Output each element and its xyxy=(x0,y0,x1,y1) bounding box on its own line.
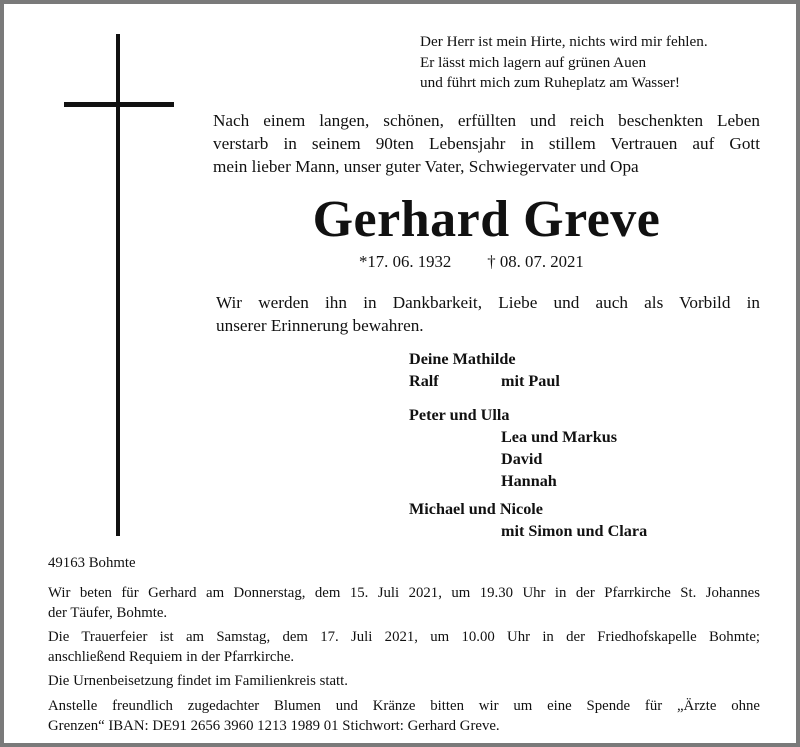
funeral-note xyxy=(48,628,760,667)
note-line: Anstelle freundlich zugedachter Blumen und Kränze bitten wir um eine Spende für „Ärzte ohne xyxy=(48,697,760,714)
service-note xyxy=(48,584,760,623)
note-line: Wir beten für Gerhard am Donnerstag, dem 15. Juli 2021, um 19.30 Uhr in der Pfarrkirche St. Johannes xyxy=(48,585,760,601)
family-grandchild: Lea und Markus xyxy=(501,427,618,446)
thanks-line: unserer Erinnerung bewahren. xyxy=(216,316,424,335)
notes xyxy=(48,584,760,741)
family-grandchild: mit Paul xyxy=(501,372,560,391)
life-dates xyxy=(359,251,584,273)
family-son: Ralf xyxy=(409,372,439,391)
thanks-line: Wir werden ihn in Dankbarkeit, Liebe und auch als Vorbild in xyxy=(216,293,760,312)
note-line: der Täufer, Bohmte. xyxy=(48,604,168,621)
note-line: anschließend Requiem in der Pfarrkirche. xyxy=(48,648,295,665)
intro-text xyxy=(213,110,760,178)
deceased-name: Gerhard Greve xyxy=(312,191,661,248)
psalm-line: Er lässt mich lagern auf grünen Auen xyxy=(420,53,647,71)
family-wife: Deine Mathilde xyxy=(409,350,516,368)
cross-icon xyxy=(116,34,120,536)
cross-icon-bar xyxy=(64,102,174,107)
note-line: Die Trauerfeier ist am Samstag, dem 17. Juli 2021, um 10.00 Uhr in der Friedhofskapelle Bohmte; xyxy=(48,629,760,646)
psalm-line: Der Herr ist mein Hirte, nichts wird mir fehlen. xyxy=(420,33,708,50)
family-grandchild: David xyxy=(501,450,543,469)
family-grandchild: Hannah xyxy=(501,472,557,491)
urn-note xyxy=(48,672,760,692)
intro-line: mein lieber Mann, unser guter Vater, Schwiegervater und Opa xyxy=(213,156,639,176)
psalm-quote xyxy=(420,32,760,94)
psalm-line: und führt mich zum Ruheplatz am Wasser! xyxy=(420,74,680,91)
intro-line: Nach einem langen, schönen, erfüllten und reich beschenkten Leben xyxy=(213,111,760,130)
note-line: Die Urnenbeisetzung findet im Familienkreis statt. xyxy=(48,673,348,690)
death-date: † 08. 07. 2021 xyxy=(487,252,584,271)
note-line: Grenzen“ IBAN: DE91 2656 3960 1213 1989 01 Stichwort: Gerhard Greve. xyxy=(48,717,500,734)
family-son: Peter und Ulla xyxy=(409,405,510,424)
family-son: Michael und Nicole xyxy=(409,499,543,518)
donation-note xyxy=(48,697,760,736)
thanks-text xyxy=(216,291,760,337)
intro-line: verstarb in seinem 90ten Lebensjahr in stillem Vertrauen auf Gott xyxy=(213,133,760,153)
birth-date: *17. 06. 1932 xyxy=(359,252,452,271)
location: 49163 Bohmte xyxy=(48,555,136,571)
family-grandchild: mit Simon und Clara xyxy=(501,522,648,541)
